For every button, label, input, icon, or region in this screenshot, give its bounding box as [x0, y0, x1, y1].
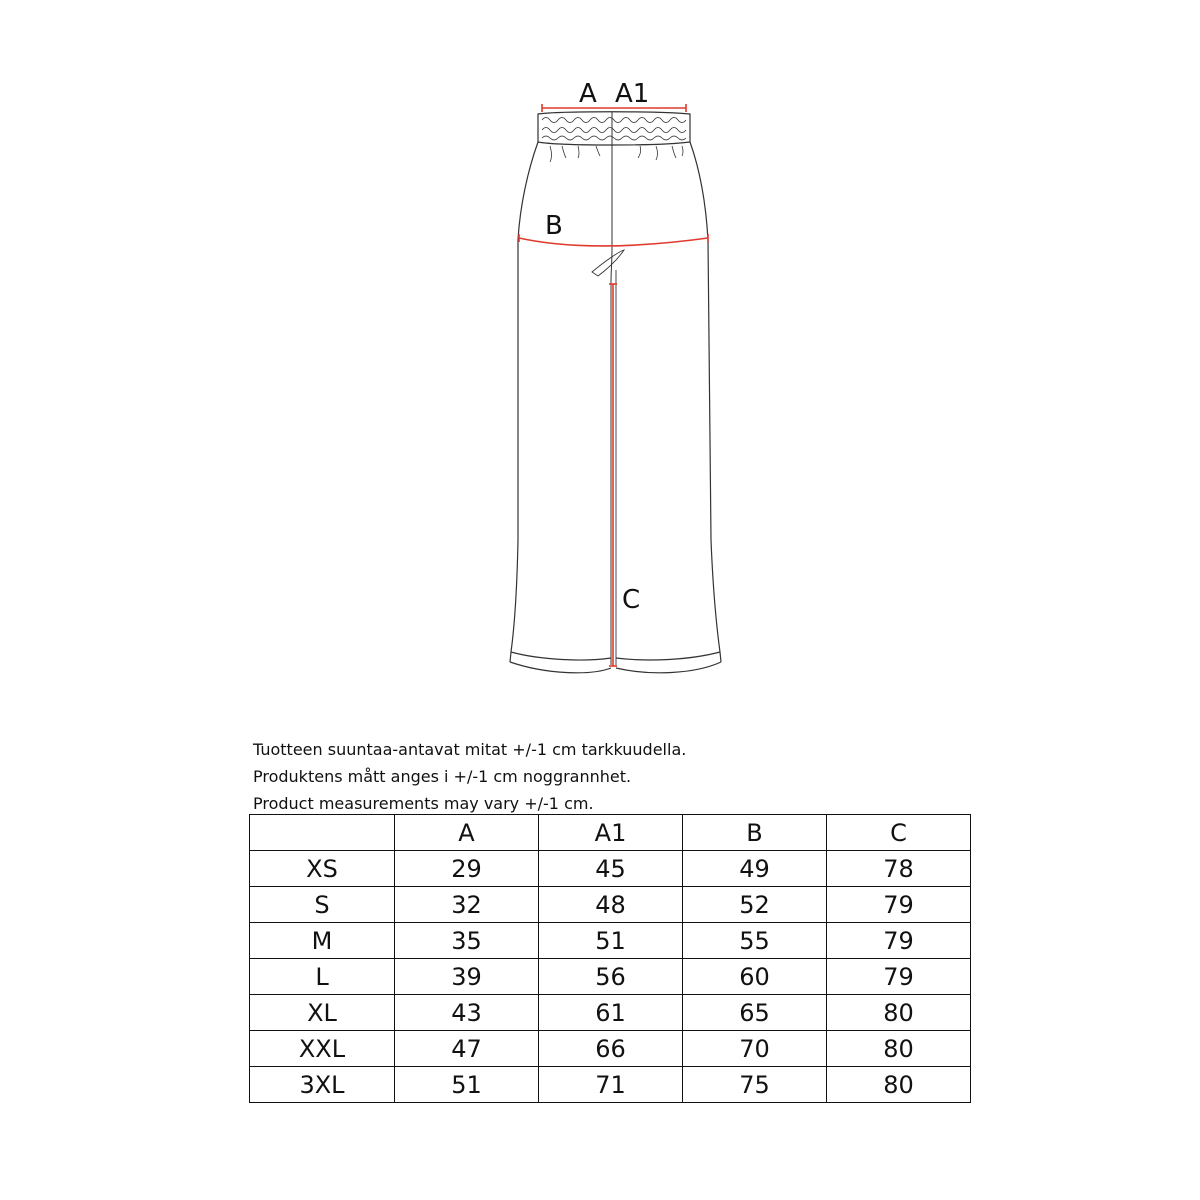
label-a1: A1 [615, 79, 650, 109]
label-b: B [545, 211, 563, 241]
value-cell: 35 [395, 923, 539, 959]
size-cell: XS [250, 851, 395, 887]
note-swedish: Produktens mått anges i +/-1 cm noggrannhet. [253, 767, 632, 786]
label-c: C [622, 585, 641, 615]
header-size [250, 815, 395, 851]
measurement-lines [519, 104, 708, 666]
value-cell: 51 [395, 1067, 539, 1103]
header-b: B [683, 815, 827, 851]
table-header-row [250, 815, 971, 851]
value-cell: 51 [539, 923, 683, 959]
value-cell: 52 [683, 887, 827, 923]
header-c: C [827, 815, 971, 851]
header-a: A [395, 815, 539, 851]
table-row [250, 851, 971, 887]
size-cell: XXL [250, 1031, 395, 1067]
value-cell: 70 [683, 1031, 827, 1067]
size-cell: S [250, 887, 395, 923]
value-cell: 49 [683, 851, 827, 887]
value-cell: 79 [827, 887, 971, 923]
table-row [250, 995, 971, 1031]
value-cell: 78 [827, 851, 971, 887]
table-row [250, 959, 971, 995]
value-cell: 71 [539, 1067, 683, 1103]
value-cell: 80 [827, 995, 971, 1031]
value-cell: 47 [395, 1031, 539, 1067]
value-cell: 32 [395, 887, 539, 923]
value-cell: 79 [827, 923, 971, 959]
value-cell: 43 [395, 995, 539, 1031]
value-cell: 45 [539, 851, 683, 887]
value-cell: 48 [539, 887, 683, 923]
table-row [250, 887, 971, 923]
value-cell: 39 [395, 959, 539, 995]
pants-outline [510, 112, 721, 673]
note-english: Product measurements may vary +/-1 cm. [253, 794, 594, 813]
table-row [250, 1031, 971, 1067]
size-cell: L [250, 959, 395, 995]
value-cell: 75 [683, 1067, 827, 1103]
table-row [250, 923, 971, 959]
size-cell: XL [250, 995, 395, 1031]
size-cell: M [250, 923, 395, 959]
value-cell: 80 [827, 1031, 971, 1067]
value-cell: 56 [539, 959, 683, 995]
size-cell: 3XL [250, 1067, 395, 1103]
size-table [249, 814, 971, 1103]
value-cell: 80 [827, 1067, 971, 1103]
value-cell: 29 [395, 851, 539, 887]
value-cell: 65 [683, 995, 827, 1031]
value-cell: 61 [539, 995, 683, 1031]
value-cell: 66 [539, 1031, 683, 1067]
value-cell: 55 [683, 923, 827, 959]
table-row [250, 1067, 971, 1103]
note-finnish: Tuotteen suuntaa-antavat mitat +/-1 cm tarkkuudella. [253, 740, 687, 759]
label-a: A [579, 79, 597, 109]
measurement-notes [253, 736, 686, 817]
value-cell: 60 [683, 959, 827, 995]
header-a1: A1 [539, 815, 683, 851]
value-cell: 79 [827, 959, 971, 995]
